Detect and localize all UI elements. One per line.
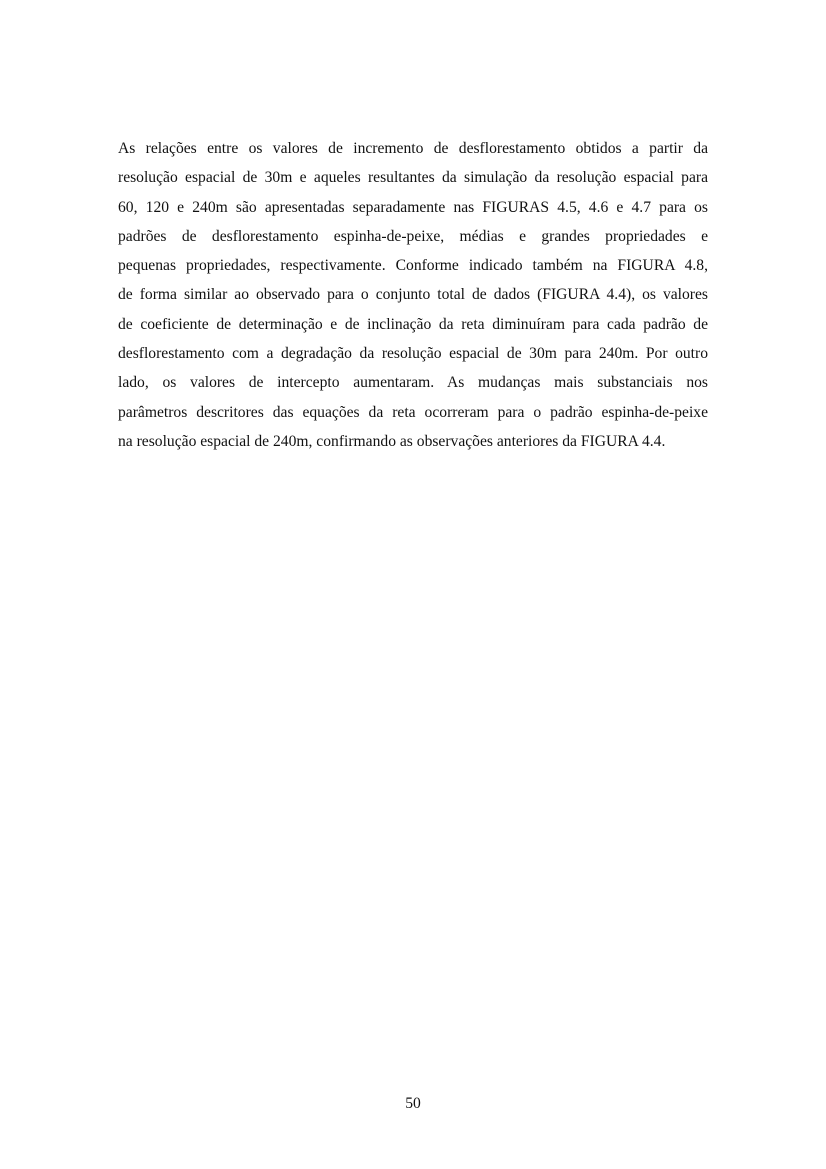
paragraph-line: parâmetros descritores das equações da reta ocorreram para o padrão espinha-de-peixe — [118, 403, 708, 421]
paragraph-line: de forma similar ao observado para o conjunto total de dados (FIGURA 4.4), os valores — [118, 286, 708, 304]
paragraph-line: resolução espacial de 30m e aqueles resultantes da simulação da resolução espacial para — [118, 169, 708, 187]
paragraph-line: 60, 120 e 240m são apresentadas separadamente nas FIGURAS 4.5, 4.6 e 4.7 para os — [118, 198, 708, 216]
paragraph-line: na resolução espacial de 240m, confirmando as observações anteriores da FIGURA 4.4. — [118, 432, 666, 450]
body-paragraph — [118, 134, 708, 456]
paragraph-line: pequenas propriedades, respectivamente. Conforme indicado também na FIGURA 4.8, — [118, 257, 708, 275]
paragraph-line: lado, os valores de intercepto aumentaram. As mudanças mais substanciais nos — [118, 374, 708, 392]
paragraph-line: de coeficiente de determinação e de inclinação da reta diminuíram para cada padrão de — [118, 315, 708, 333]
paragraph-line: padrões de desflorestamento espinha-de-peixe, médias e grandes propriedades e — [118, 227, 708, 245]
page-number: 50 — [405, 1095, 421, 1112]
paragraph-line: desflorestamento com a degradação da resolução espacial de 30m para 240m. Por outro — [118, 345, 708, 363]
paragraph-line: As relações entre os valores de incremento de desflorestamento obtidos a partir da — [118, 140, 708, 157]
